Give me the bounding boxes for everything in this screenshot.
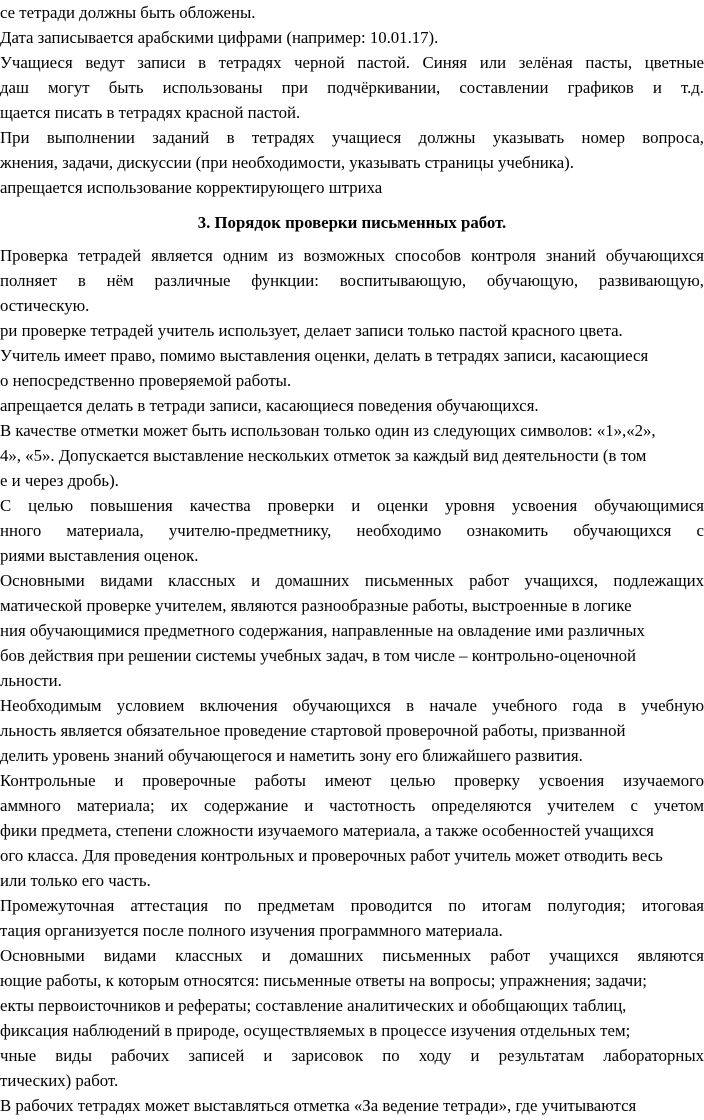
text-line: е и через дробь). [0, 471, 119, 490]
text-line: 4», «5». Допускается выставление нескольких отметок за каждый вид деятельности (в том [0, 446, 647, 465]
text-line: В качестве отметки может быть использован только один из следующих символов: «1»,«2», [0, 421, 656, 440]
text-line: или только его часть. [0, 871, 151, 890]
text-line: матической проверке учителем, являются разнообразные работы, выстроенные в логике [0, 596, 632, 615]
text-line: льности. [0, 671, 62, 690]
text-line: щается писать в тетрадях красной пастой. [0, 103, 301, 122]
text-line: остическую. [0, 296, 90, 315]
text-line: Промежуточная аттестация по предметам проводится по итогам полугодия; итоговая [0, 896, 704, 915]
text-line: апрещается использование корректирующего штриха [0, 178, 383, 197]
text-line: Учащиеся ведут записи в тетрадях черной пастой. Синяя или зелёная пасты, цветные [0, 53, 704, 72]
text-line: се тетради должны быть обложены. [0, 3, 256, 22]
text-line: В рабочих тетрадях может выставляться отметка «За ведение тетради», где учитываются [0, 1096, 637, 1115]
text-line: риями выставления оценок. [0, 546, 199, 565]
text-line: ния обучающимися предметного содержания, направленные на овладение ими различных [0, 621, 645, 640]
text-line: полняет в нём различные функции: воспитывающую, обучающую, развивающую, [0, 271, 704, 290]
text-line: тация организуется после полного изучения программного материала. [0, 921, 503, 940]
text-line: делить уровень знаний обучающегося и наметить зону его ближайшего развития. [0, 746, 583, 765]
text-line: Необходимым условием включения обучающихся в начале учебного года в учебную [0, 696, 704, 715]
text-line: чные виды рабочих записей и зарисовок по ходу и результатам лабораторных [0, 1046, 704, 1065]
text-line: Контрольные и проверочные работы имеют целью проверку усвоения изучаемого [0, 771, 704, 790]
text-line: Учитель имеет право, помимо выставления оценки, делать в тетрадях записи, касающиеся [0, 346, 649, 365]
text-line: ри проверке тетрадей учитель использует, делает записи только пастой красного цвета. [0, 321, 623, 340]
text-line: С целью повышения качества проверки и оценки уровня усвоения обучающимися [0, 496, 704, 515]
text-line: Дата записывается арабскими цифрами (например: 10.01.17). [0, 28, 439, 47]
text-line: бов действия при решении системы учебных задач, в том числе – контрольно-оценочной [0, 646, 637, 665]
text-line: о непосредственно проверяемой работы. [0, 371, 292, 390]
text-line: екты первоисточников и рефераты; составление аналитических и обобщающих таблиц, [0, 996, 627, 1015]
text-line: Проверка тетрадей является одним из возможных способов контроля знаний обучающихся [0, 246, 704, 265]
text-line: фиксация наблюдений в природе, осуществляемых в процессе изучения отдельных тем; [0, 1021, 631, 1040]
text-line: При выполнении заданий в тетрадях учащиеся должны указывать номер вопроса, [0, 128, 704, 147]
text-line: фики предмета, степени сложности изучаемого материала, а также особенностей учащихся [0, 821, 654, 840]
text-line: тических) работ. [0, 1071, 119, 1090]
text-line: дaш могут быть использованы при подчёркивании, составлении графиков и т.д. [0, 78, 704, 97]
text-line: жнения, задачи, дискуссии (при необходимости, указывать страницы учебника). [0, 153, 574, 172]
text-line: льность является обязательное проведение стартовой проверочной работы, призванной [0, 721, 626, 740]
text-line: Основными видами классных и домашних письменных работ учащихся являются [0, 946, 704, 965]
section-heading: 3. Порядок проверки письменных работ. [197, 213, 507, 232]
text-line: Основными видами классных и домашних письменных работ учащихся, подлежащих [0, 571, 704, 590]
text-line: апрещается делать в тетради записи, касающиеся поведения обучающихся. [0, 396, 539, 415]
text-line: нного материала, учителю-предметнику, необходимо ознакомить обучающихся с [0, 521, 704, 540]
text-line: ющие работы, к которым относятся: письменные ответы на вопросы; упражнения; задачи; [0, 971, 647, 990]
text-line: ого класса. Для проведения контрольных и проверочных работ учитель может отводить весь [0, 846, 663, 865]
text-line: аммного материала; их содержание и частотность определяются учителем с учетом [0, 796, 704, 815]
